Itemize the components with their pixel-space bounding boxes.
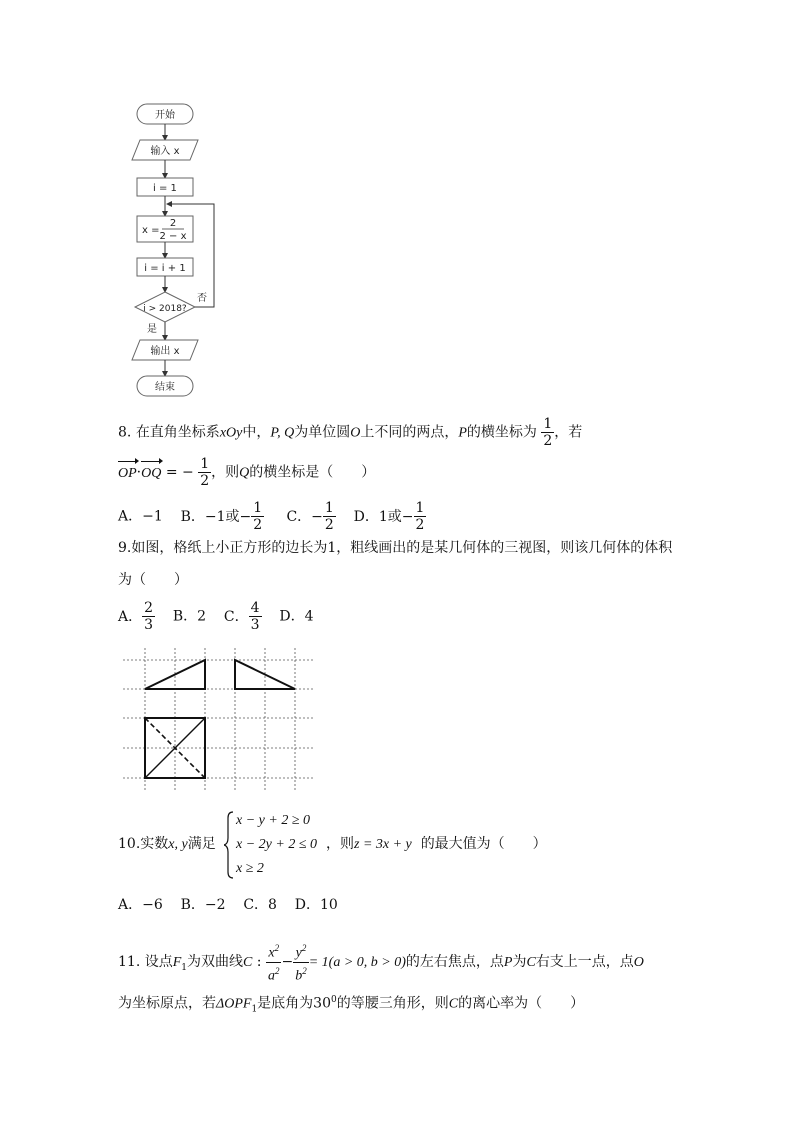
q10-text: ，则 (326, 836, 354, 852)
q11-text: 是底角为 (257, 995, 314, 1012)
flow-init-text: i = 1 (153, 183, 177, 194)
vector-op: OP (118, 464, 137, 484)
q8-math-q: Q (239, 465, 250, 481)
q9-option-c[interactable]: C． $\frac{4}{3}$ (223, 600, 260, 633)
left-brace (224, 810, 234, 880)
flow-input-text: 输入 x (150, 146, 180, 157)
q8-option-c[interactable]: C．− $\frac{1}{2}$ (286, 500, 334, 533)
q10-option-c[interactable]: C．8 (243, 897, 277, 913)
flow-end-text: 结束 (155, 382, 175, 393)
q8-text: 的横坐标为 (466, 424, 537, 441)
q11-text: 右支上一点，点 (535, 954, 634, 971)
q10-option-b[interactable]: B．−2 (180, 897, 226, 913)
q10-text: 满足 (187, 836, 216, 852)
q11-c: C (526, 955, 536, 971)
q8-fraction-half-2: $\frac{1}{2}$ (200, 456, 210, 489)
q11-f1: F (172, 955, 182, 971)
question-10-stem (118, 834, 216, 855)
q11-p: P (503, 955, 513, 971)
q10-text: 的最大值为（ ） (420, 836, 547, 852)
q8-option-a[interactable]: A．−1 (118, 508, 163, 525)
question-10-tail (326, 834, 547, 855)
flow-assign-den: 2 − x (159, 231, 187, 242)
q11-fraction-y: $\frac{y^2}{b^2}$ (295, 943, 307, 984)
flow-assign-lhs: x = (142, 225, 160, 236)
q9-option-a[interactable]: A． $\frac{2}{3}$ (118, 600, 154, 633)
q8-text: 在直角坐标系 (135, 424, 220, 441)
q11-triangle: ΔOPF (216, 996, 252, 1012)
flow-start-text: 开始 (155, 110, 175, 121)
flow-decision-text: i > 2018? (143, 304, 187, 314)
question-10-options (118, 894, 338, 914)
q9-option-d[interactable]: D．4 (279, 608, 314, 625)
dot-operator: · (136, 464, 142, 481)
q10-option-d[interactable]: D．10 (294, 897, 338, 913)
q8-text: 为单位圆 (294, 424, 351, 441)
q10-text: 10.实数 (118, 836, 169, 852)
q8-text: ，则 (211, 464, 240, 481)
vector-oq: OQ (141, 464, 161, 484)
q8-text: 中， (242, 424, 271, 441)
q8-math-pq: P, Q (270, 425, 295, 441)
q10-constraint-2: x − 2y + 2 ≤ 0 (236, 837, 318, 852)
flow-yes-label: 是 (147, 324, 157, 335)
question-8-options (118, 500, 426, 533)
flow-output-text: 输出 x (150, 346, 180, 357)
q10-vars: x, y (168, 837, 188, 852)
q11-text: 11. 设点 (118, 954, 173, 971)
q11-text: 的等腰三角形，则 (336, 995, 449, 1012)
q8-option-d[interactable]: D．1或− $\frac{1}{2}$ (353, 500, 425, 533)
q11-c: C (448, 996, 459, 1012)
q11-text: 为坐标原点，若 (118, 995, 216, 1012)
q11-o: O (633, 955, 644, 971)
three-view-grid-figure (118, 645, 318, 795)
q8-equals: = − (165, 464, 194, 481)
question-9-line-1: 9.如图，格纸上小正方形的边长为1，粗线画出的是某几何体的三视图，则该几何体的体积 (118, 540, 673, 556)
q11-text: 为双曲线 (187, 954, 244, 971)
flow-assign-num: 2 (169, 218, 177, 229)
q8-option-b[interactable]: B．−1或− $\frac{1}{2}$ (180, 500, 263, 533)
q11-equation: = 1(a > 0, b > 0) (308, 955, 406, 971)
q8-text: 的横坐标是（ ） (249, 464, 376, 481)
q8-fraction-half: $\frac{1}{2}$ (543, 416, 553, 449)
q11-angle: 30 (313, 995, 331, 1012)
q8-text: 上不同的两点， (360, 424, 459, 441)
q8-math-o: O (350, 425, 361, 441)
q8-text: ，若 (554, 424, 583, 441)
question-11-line-1: 11. 设点$F_1$为双曲线C : $\frac{x^2}{a^2}$ − $\frac{y^2}{b^2}$ = 1(a > 0, b > 0)的左右焦点，点P为C右支上一点，点O (118, 940, 644, 984)
flow-increment-text: i = i + 1 (144, 263, 186, 274)
q9-option-b[interactable]: B．2 (172, 608, 207, 625)
q10-option-a[interactable]: A．−6 (118, 897, 163, 913)
q11-fraction-x: $\frac{x^2}{a^2}$ (267, 943, 280, 984)
q8-math-xoy: xOy (219, 425, 243, 441)
algorithm-flowchart (120, 98, 230, 403)
q11-c: C (243, 955, 253, 971)
question-11-line-2: 为坐标原点，若$\Delta OPF_1$是底角为$30^0$的等腰三角形，则C的离心率为（ ） (118, 995, 585, 1015)
q8-math-p: P (458, 425, 467, 441)
q11-text: 的离心率为（ ） (458, 995, 585, 1012)
question-8-line-2 (118, 456, 375, 489)
question-9-line-2: 为（ ） (118, 572, 188, 588)
q10-objective: z = 3x + y (354, 837, 412, 852)
question-9-options (118, 600, 314, 633)
q11-text: 的左右焦点，点 (405, 954, 504, 971)
flow-no-label: 否 (197, 293, 207, 304)
question-8-line-1 (118, 416, 582, 449)
q11-text: 为 (512, 954, 527, 971)
q10-constraint-1: x − y + 2 ≥ 0 (236, 813, 311, 828)
question-8-number: 8. (118, 424, 132, 441)
q10-constraint-3: x ≥ 2 (236, 861, 264, 876)
